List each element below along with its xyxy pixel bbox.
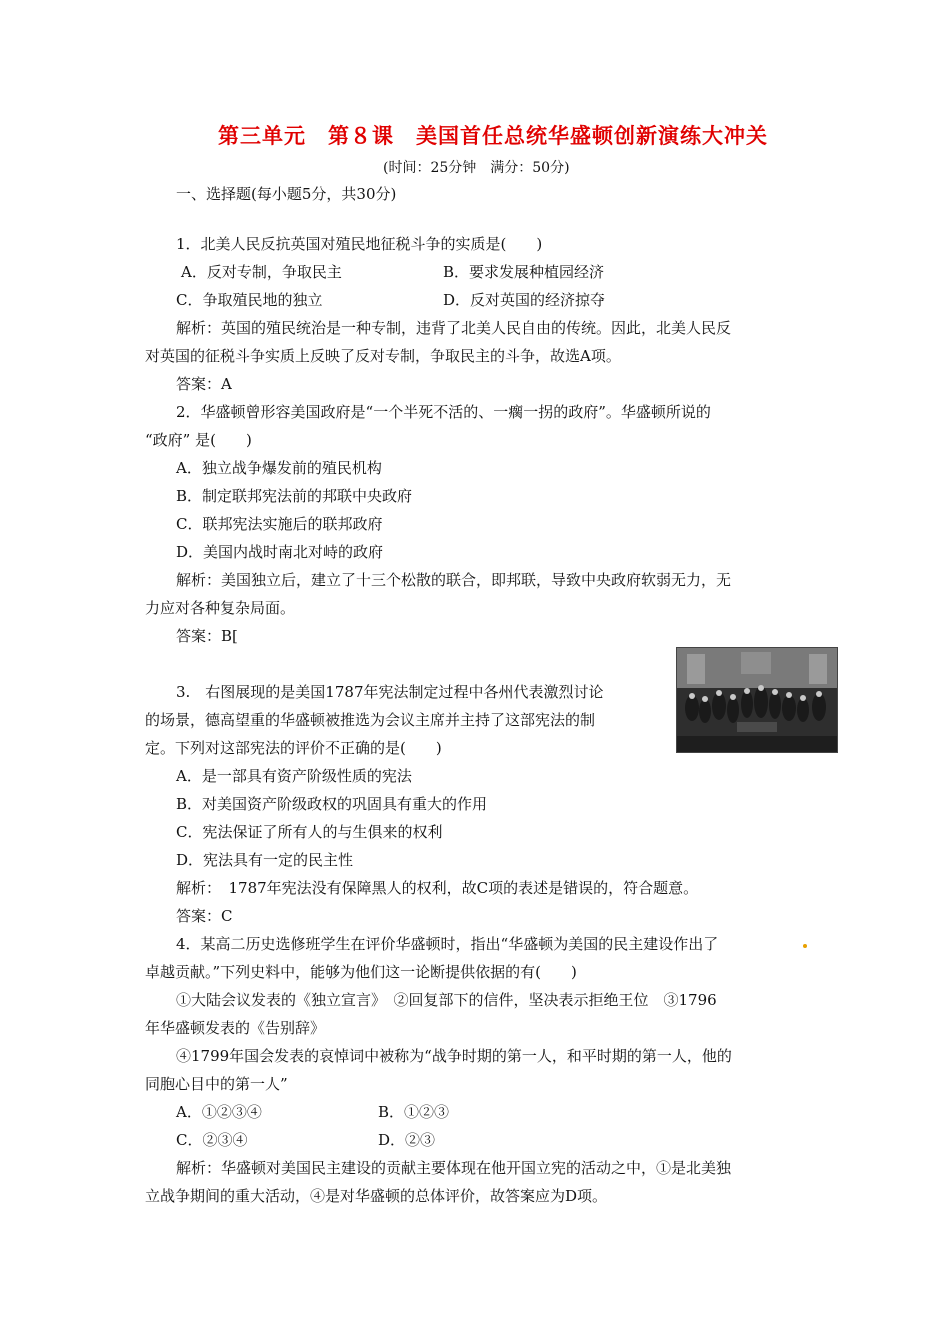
question-2-analysis-line-1: 解析：美国独立后，建立了十三个松散的联合，即邦联，导致中央政府软弱无力，无 xyxy=(176,571,732,589)
question-3-analysis: 解析： 1787年宪法没有保障黑人的权利，故C项的表述是错误的，符合题意。 xyxy=(176,879,699,897)
question-4-option-a: A．①②③④ xyxy=(176,1103,262,1121)
question-1-stem: 1．北美人民反抗英国对殖民地征税斗争的实质是( ) xyxy=(176,235,543,253)
question-2-stem-line-2: “政府” 是( ) xyxy=(145,431,252,449)
question-4-source-line-4: 同胞心目中的第一人” xyxy=(145,1075,288,1093)
question-4-option-d: D．②③ xyxy=(378,1131,436,1149)
question-4-analysis-line-2: 立战争期间的重大活动，④是对华盛顿的总体评价，故答案应为D项。 xyxy=(145,1187,608,1205)
question-3-answer: 答案：C xyxy=(176,907,233,925)
question-4-analysis-line-1: 解析：华盛顿对美国民主建设的贡献主要体现在他开国立宪的活动之中，①是北美独 xyxy=(176,1159,732,1177)
question-1-analysis-line-2: 对英国的征税斗争实质上反映了反对专制，争取民主的斗争，故选A项。 xyxy=(145,347,621,365)
question-4-option-b: B．①②③ xyxy=(378,1103,450,1121)
question-2-option-c: C．联邦宪法实施后的联邦政府 xyxy=(176,515,383,533)
question-2-option-a: A．独立战争爆发前的殖民机构 xyxy=(176,459,382,477)
question-1-analysis-line-1: 解析：英国的殖民统治是一种专制，违背了北美人民自由的传统。因此，北美人民反 xyxy=(176,319,732,337)
question-3-option-d: D．宪法具有一定的民主性 xyxy=(176,851,354,869)
question-4-source-line-2: 年华盛顿发表的《告别辞》 xyxy=(145,1019,326,1037)
constitution-convention-painting xyxy=(676,647,838,753)
question-1-option-c: C．争取殖民地的独立 xyxy=(176,291,323,309)
question-2-stem-line-1: 2．华盛顿曾形容美国政府是“一个半死不活的、一瘸一拐的政府”。华盛顿所说的 xyxy=(176,403,711,421)
question-4-source-line-1: ①大陆会议发表的《独立宣言》 ②回复部下的信件，坚决表示拒绝王位 ③1796 xyxy=(176,991,717,1009)
question-3-option-c: C．宪法保证了所有人的与生俱来的权利 xyxy=(176,823,443,841)
question-3-stem-line-1: 3. 右图展现的是美国1787年宪法制定过程中各州代表激烈讨论 xyxy=(176,683,604,701)
question-4-stem-line-1: 4．某高二历史选修班学生在评价华盛顿时，指出“华盛顿为美国的民主建设作出了 xyxy=(176,935,719,953)
question-3-option-a: A．是一部具有资产阶级性质的宪法 xyxy=(176,767,412,785)
question-4-source-line-3: ④1799年国会发表的哀悼词中被称为“战争时期的第一人，和平时期的第一人，他的 xyxy=(176,1047,732,1065)
question-2-option-b: B．制定联邦宪法前的邦联中央政府 xyxy=(176,487,413,505)
question-2-answer: 答案：B[ xyxy=(176,627,238,645)
document-title: 第三单元 第８课 美国首任总统华盛顿创新演练大冲关 xyxy=(218,124,768,148)
question-2-analysis-line-2: 力应对各种复杂局面。 xyxy=(145,599,296,617)
question-1-option-a: A．反对专制，争取民主 xyxy=(181,263,342,281)
question-2-option-d: D．美国内战时南北对峙的政府 xyxy=(176,543,384,561)
question-3-stem-line-2: 的场景，德高望重的华盛顿被推选为会议主席并主持了这部宪法的制 xyxy=(145,711,596,729)
question-1-answer: 答案：A xyxy=(176,375,232,393)
question-1-option-b: B．要求发展种植园经济 xyxy=(443,263,605,281)
section-heading: 一、选择题(每小题5分，共30分) xyxy=(176,185,397,203)
highlight-mark xyxy=(803,944,807,948)
question-4-option-c: C．②③④ xyxy=(176,1131,248,1149)
document-subtitle: (时间：25分钟 满分：50分) xyxy=(383,160,570,176)
question-4-stem-line-2: 卓越贡献。”下列史料中，能够为他们这一论断提供依据的有( ) xyxy=(145,963,577,981)
question-1-option-d: D．反对英国的经济掠夺 xyxy=(443,291,606,309)
question-3-option-b: B．对美国资产阶级政权的巩固具有重大的作用 xyxy=(176,795,488,813)
question-3-stem-line-3: 定。下列对这部宪法的评价不正确的是( ) xyxy=(145,739,442,757)
